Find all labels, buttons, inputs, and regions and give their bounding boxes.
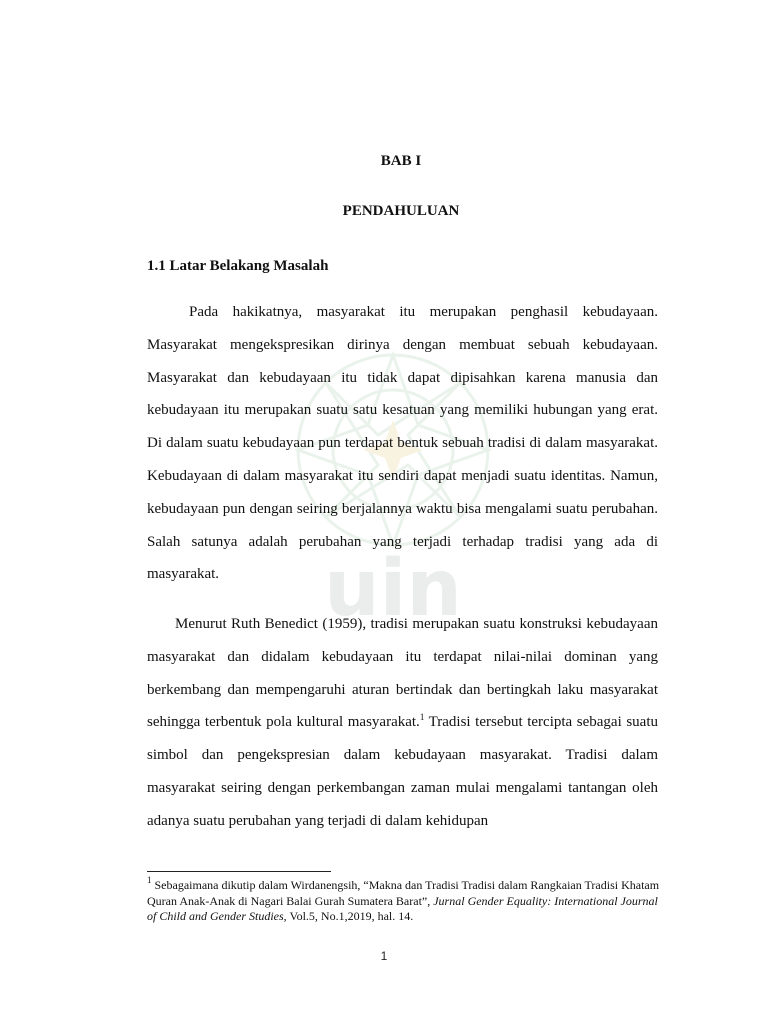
paragraph-2-text-cont: Tradisi tersebut tercipta sebagai suatu simbol dan pengekspresian dalam kebudayaan masyarakat. Tradisi dalam masyarakat seiring dengan perkembangan zaman mulai mengalami tantangan oleh adanya suatu perubahan yang terjadi di dalam kehidupan — [147, 714, 658, 829]
watermark-text: uin — [324, 544, 462, 630]
footnote-citation-end: , Vol.5, No.1,2019, hal. 14. — [283, 909, 414, 923]
chapter-title: PENDAHULUAN — [342, 203, 460, 219]
footnote-text: Sebagaimana dikutip dalam Wirdanengsih, “Makna dan Tradisi Tradisi dalam Rangkaian Tradisi Khatam Quran Anak-Anak di Nagari Balai Gurah Sumatera Barat”, — [147, 878, 660, 908]
paragraph-1 — [147, 296, 658, 591]
footnote-reference: 1 — [419, 712, 425, 723]
page-number: 1 — [380, 949, 388, 963]
footnote — [147, 875, 667, 925]
footnote-number: 1 — [147, 875, 152, 885]
section-heading: 1.1 Latar Belakang Masalah — [147, 258, 329, 274]
chapter-number: BAB I — [380, 153, 422, 169]
paragraph-1-text: Pada hakikatnya, masyarakat itu merupakan penghasil kebudayaan. Masyarakat mengekspresikan dirinya dengan membuat sebuah kebudayaan. Masyarakat dan kebudayaan itu tidak dapat dipisahkan karena manusia dan kebudayaan itu merupakan suatu satu kesatuan yang memiliki hubungan yang erat. Di dalam suatu kebudayaan pun terdapat bentuk sebuah tradisi di dalam masyarakat. Kebudayaan di dalam masyarakat itu sendiri dapat menjadi suatu identitas. Namun, kebudayaan pun dengan seiring berjalannya waktu bisa mengalami suatu perubahan. Salah satunya adalah perubahan yang terjadi terhadap tradisi yang ada di masyarakat. — [147, 304, 658, 583]
footnote-journal: Jurnal Gender Equality: International Journal of Child and Gender Studies — [147, 893, 658, 923]
paragraph-2 — [147, 608, 658, 838]
paragraph-2-text: Menurut Ruth Benedict (1959), tradisi merupakan suatu konstruksi kebudayaan masyarakat dan didalam kebudayaan itu terdapat nilai-nilai dominan yang berkembang dan mempengaruhi aturan bertindak dan bertingkah laku masyarakat sehingga terbentuk pola kultural masyarakat. — [147, 616, 658, 731]
footnote-divider — [147, 871, 331, 872]
